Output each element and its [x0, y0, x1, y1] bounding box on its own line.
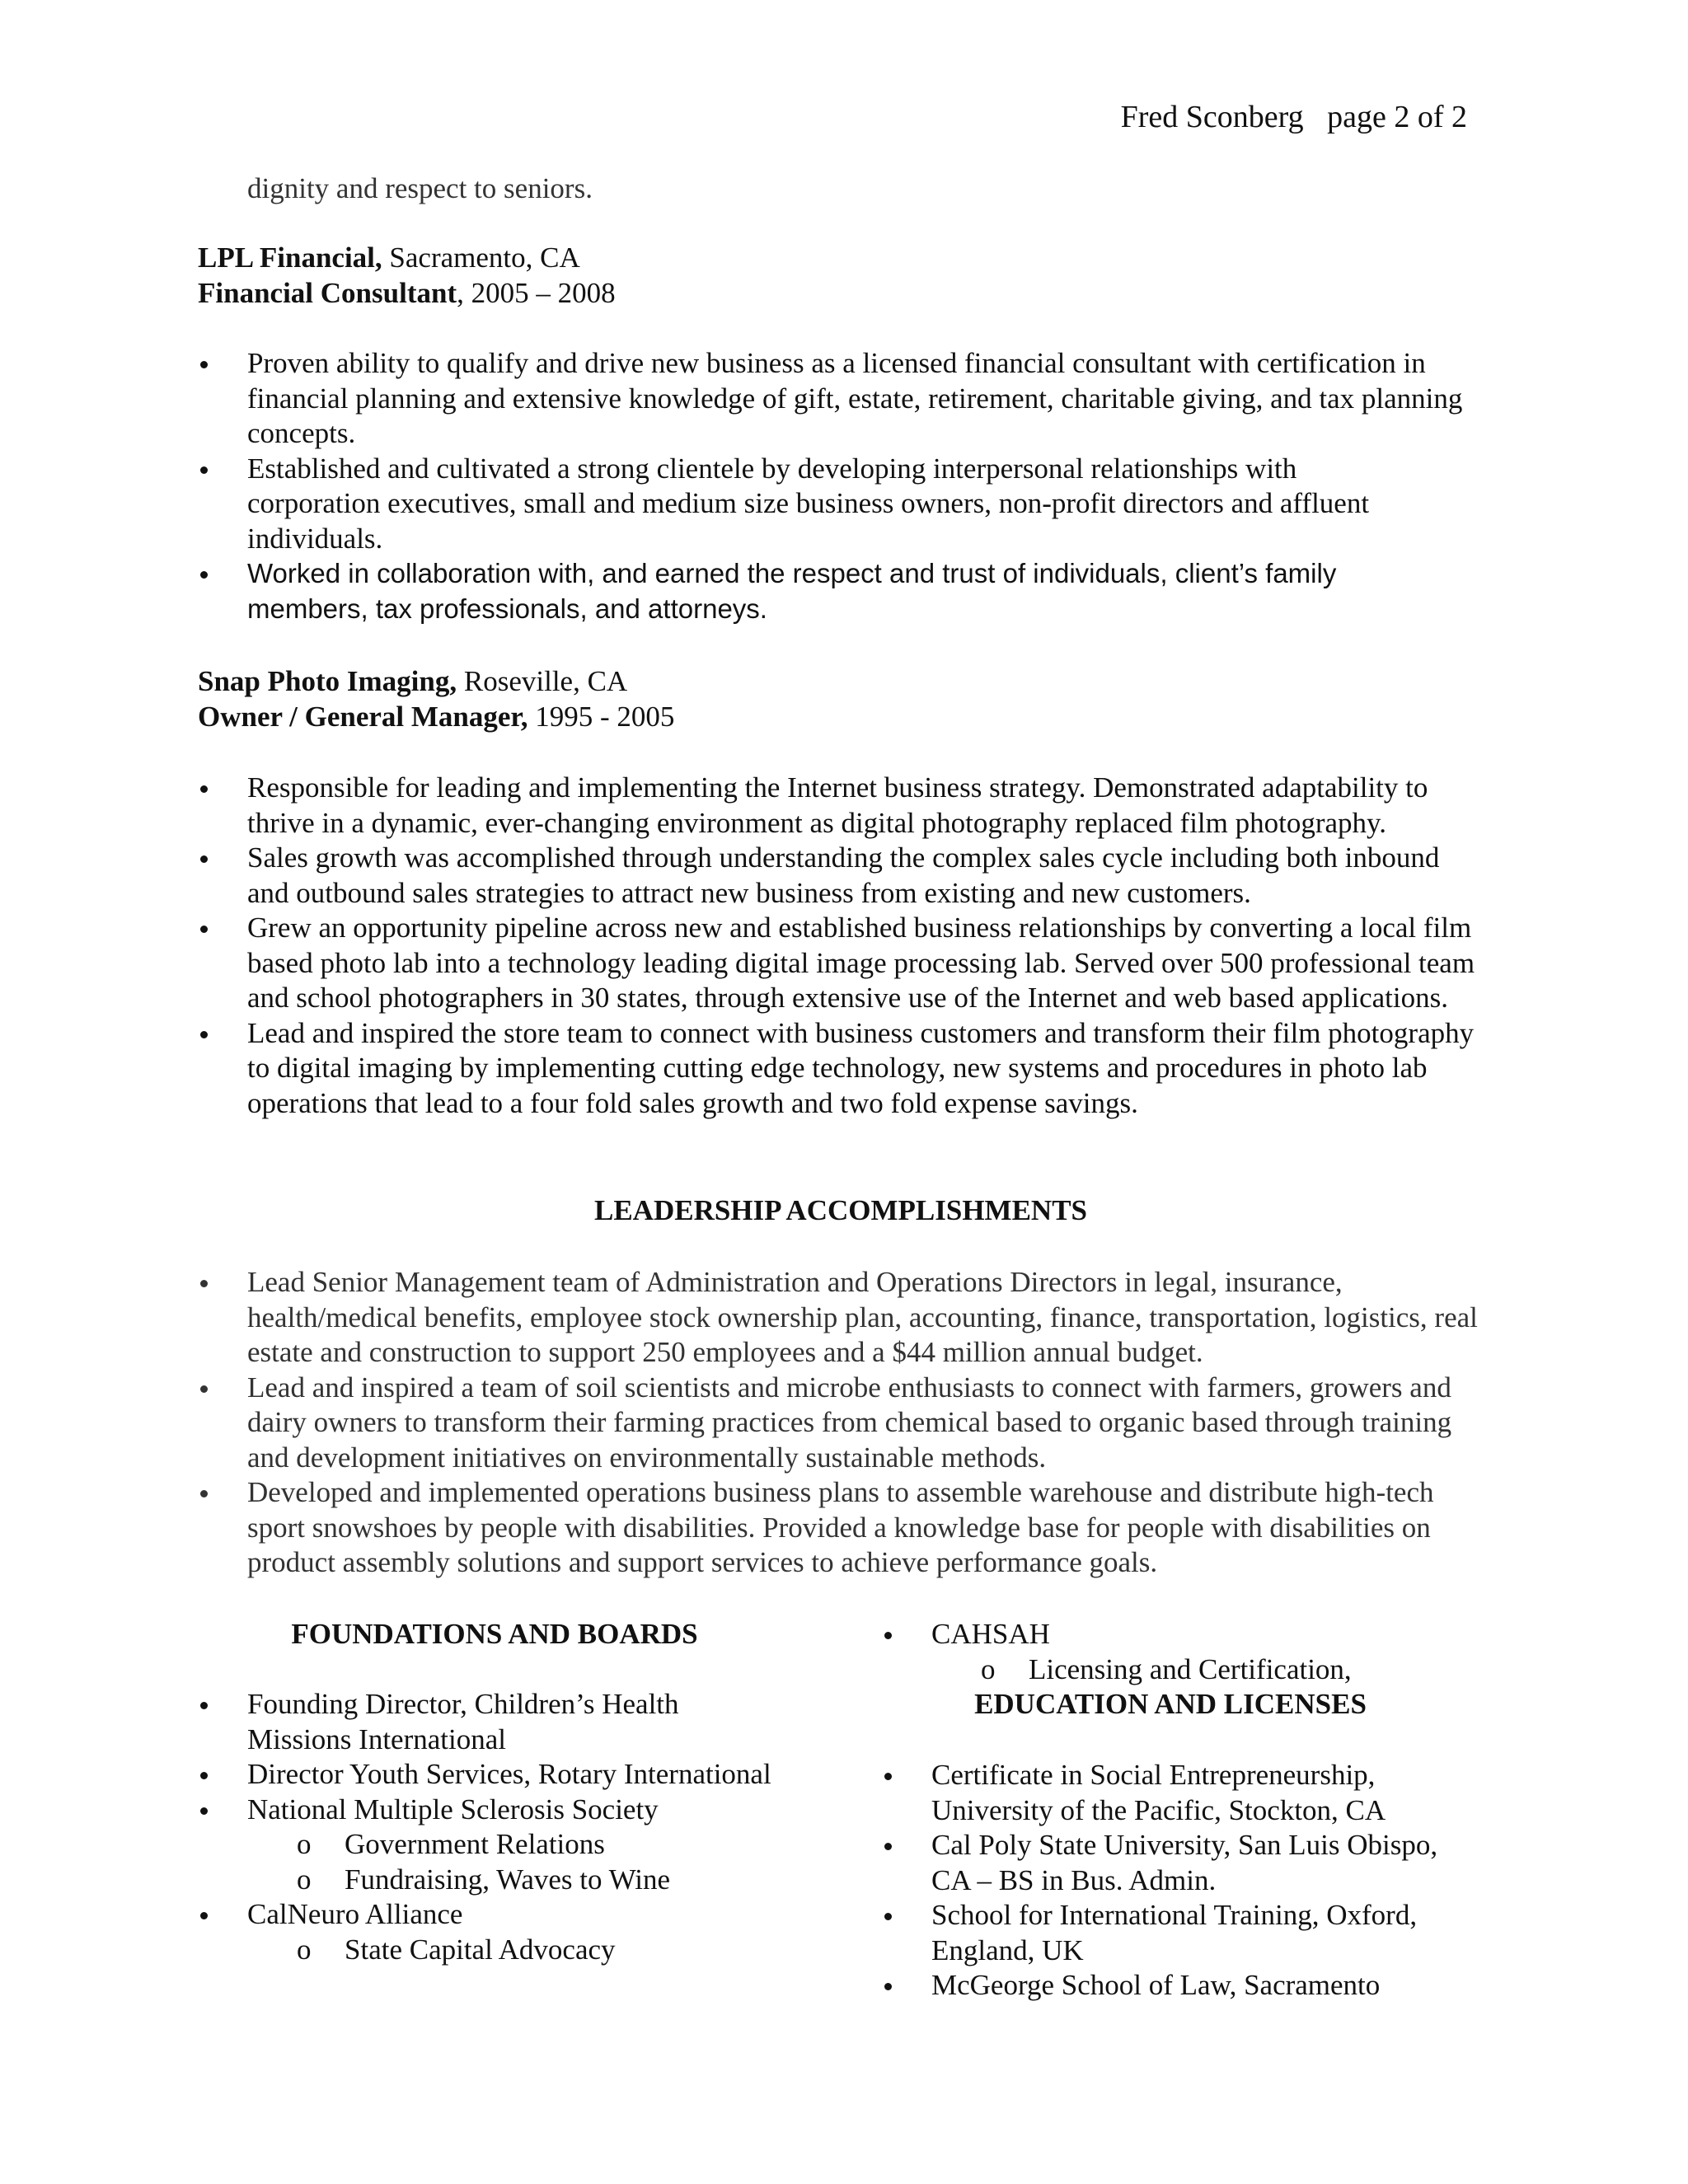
- list-item: Founding Director, Children’s Health Missions International: [198, 1687, 775, 1757]
- job-dates: 1995 - 2005: [528, 700, 675, 733]
- sub-list-item: [198, 1863, 775, 1898]
- list-item: Developed and implemented operations business plans to assemble warehouse and distribute high-tech sport snowshoes by people with disabilities. Provided a knowledge base for people with disabilities on product assembly solutions and support services to achieve performance goals.: [198, 1475, 1492, 1581]
- list-item: Grew an opportunity pipeline across new and established business relationships by converting a local film based photo lab into a technology leading digital image processing lab. Served over 500 professional team and school photographers in 30 states, through extensive use of the Internet and web based applications.: [198, 911, 1484, 1016]
- education-heading: EDUCATION AND LICENSES: [974, 1688, 1367, 1720]
- sub-bullet-marker: o: [981, 1652, 996, 1685]
- sub-list-item: [198, 1933, 775, 1968]
- list-item: Director Youth Services, Rotary International: [198, 1757, 775, 1793]
- list-item: Lead and inspired the store team to connect with business customers and transform their film photography to digital imaging by implementing cutting edge technology, new systems and procedures in photo lab operations that lead to a four fold sales growth and two fold expense savings.: [198, 1016, 1484, 1122]
- list-item: McGeorge School of Law, Sacramento: [882, 1968, 1475, 2004]
- job-dates: , 2005 – 2008: [457, 276, 616, 309]
- foundations-heading: FOUNDATIONS AND BOARDS: [291, 1618, 698, 1650]
- job-company-line: [198, 241, 616, 276]
- list-item: Proven ability to qualify and drive new business as a licensed financial consultant with certification in financial planning and extensive knowledge of gift, estate, retirement, charitable giving, and tax planning concepts.: [198, 346, 1484, 452]
- list-item: School for International Training, Oxford, England, UK: [882, 1898, 1475, 1968]
- job-lpl-header: [198, 241, 616, 311]
- list-item: Certificate in Social Entrepreneurship, University of the Pacific, Stockton, CA: [882, 1758, 1475, 1828]
- list-item: Responsible for leading and implementing the Internet business strategy. Demonstrated adaptability to thrive in a dynamic, ever-changing environment as digital photography replaced film photography.: [198, 771, 1484, 841]
- page-header: [1071, 97, 1467, 137]
- list-item: CalNeuro Alliance: [198, 1897, 775, 1933]
- job-snap-bullets: [198, 771, 1484, 1121]
- sub-bullet-marker: o: [297, 1863, 312, 1896]
- list-item: Cal Poly State University, San Luis Obispo, CA – BS in Bus. Admin.: [882, 1828, 1475, 1898]
- job-snap-header: [198, 664, 674, 734]
- list-item: Established and cultivated a strong clientele by developing interpersonal relationships with corporation executives, small and medium size business owners, non-profit directors and affluent individuals.: [198, 452, 1484, 557]
- foundations-list: [198, 1687, 775, 1967]
- job-title-line: [198, 276, 616, 312]
- sub-item-text: Fundraising, Waves to Wine: [345, 1863, 670, 1896]
- job-title: Financial Consultant: [198, 276, 457, 309]
- sub-item-text: State Capital Advocacy: [345, 1933, 616, 1966]
- sub-bullet-marker: o: [297, 1828, 312, 1860]
- job-company: LPL Financial,: [198, 241, 382, 274]
- sub-list-item: [882, 1652, 1492, 1688]
- job-lpl-bullets: [198, 346, 1484, 626]
- sub-list-item: [198, 1827, 775, 1863]
- cahsah-list: [882, 1617, 1492, 1687]
- list-item: Lead Senior Management team of Administration and Operations Directors in legal, insurance, health/medical benefits, employee stock ownership plan, accounting, finance, transportation, logistics, real estate and construction to support 250 employees and a $44 million annual budget.: [198, 1265, 1492, 1371]
- header-name: Fred Sconberg: [1120, 100, 1304, 134]
- list-item: National Multiple Sclerosis Society: [198, 1793, 775, 1828]
- list-item: CAHSAH: [882, 1617, 1492, 1652]
- job-location: Sacramento, CA: [382, 241, 580, 274]
- list-item: Sales growth was accomplished through understanding the complex sales cycle including both inbound and outbound sales strategies to attract new business from existing and new customers.: [198, 841, 1484, 911]
- sub-bullet-marker: o: [297, 1933, 312, 1966]
- job-title-line: [198, 700, 674, 735]
- job-company-line: [198, 664, 674, 700]
- sub-item-text: Government Relations: [345, 1828, 605, 1860]
- continuation-text: dignity and respect to seniors.: [247, 172, 593, 204]
- leadership-bullets: [198, 1265, 1492, 1581]
- job-company: Snap Photo Imaging,: [198, 665, 457, 697]
- leadership-heading: LEADERSHIP ACCOMPLISHMENTS: [593, 1194, 1088, 1226]
- education-list: [882, 1758, 1475, 2004]
- list-item: Worked in collaboration with, and earned the respect and trust of individuals, client’s family members, tax professionals, and attorneys.: [198, 556, 1484, 626]
- job-location: Roseville, CA: [457, 665, 628, 697]
- job-title: Owner / General Manager,: [198, 700, 528, 733]
- list-item: Lead and inspired a team of soil scientists and microbe enthusiasts to connect with farmers, growers and dairy owners to transform their farming practices from chemical based to organic based through training and development initiatives on environmentally sustainable methods.: [198, 1371, 1492, 1476]
- sub-item-text: Licensing and Certification,: [1029, 1652, 1352, 1685]
- header-page-number: page 2 of 2: [1327, 100, 1467, 134]
